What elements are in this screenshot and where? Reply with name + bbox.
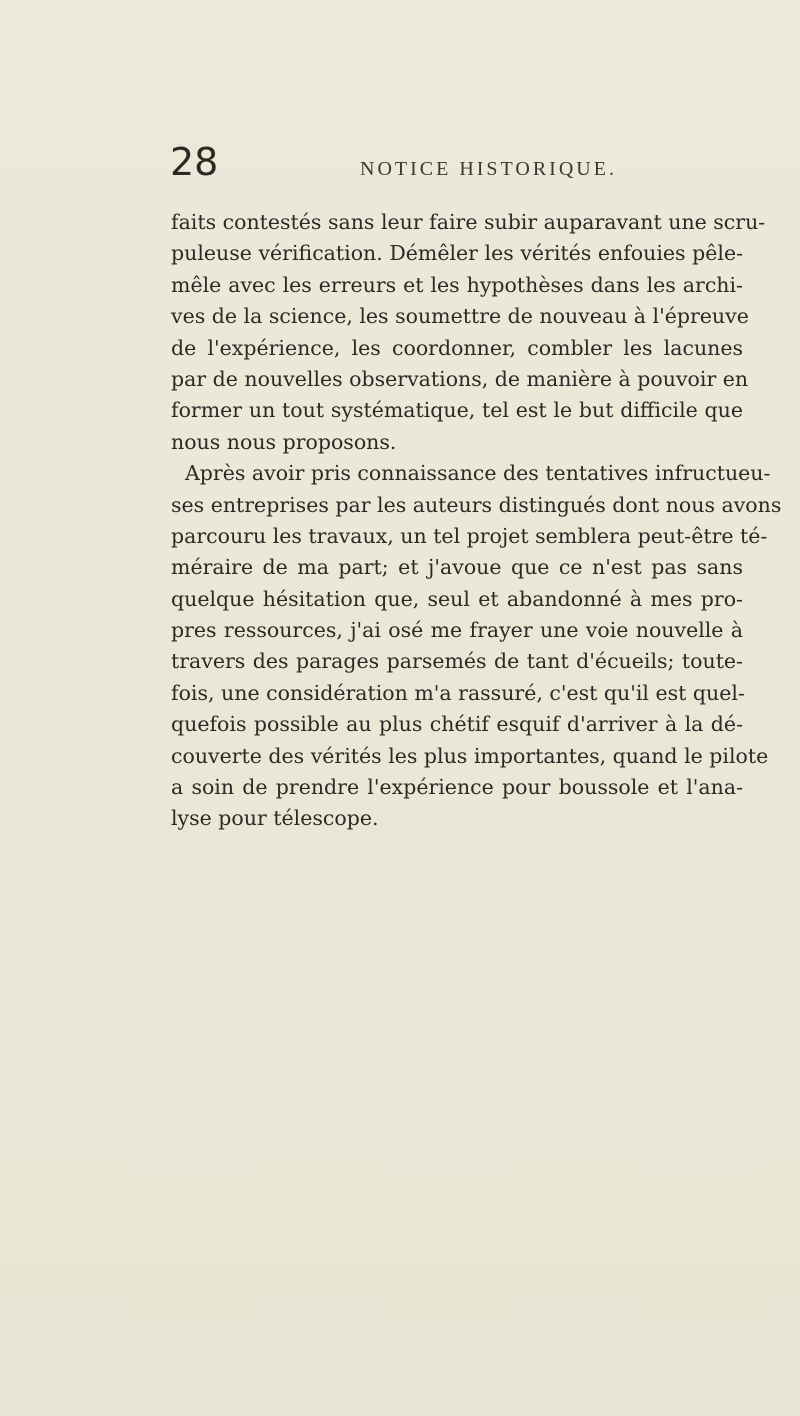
text-line: a soin de prendre l'expérience pour boussole et l'ana- — [171, 775, 743, 800]
text-line: nous nous proposons. — [171, 429, 397, 454]
text-line: fois, une considération m'a rassuré, c'est qu'il est quel- — [171, 680, 745, 705]
text-line: lyse pour télescope. — [171, 806, 379, 831]
text-line: Après avoir pris connaissance des tentatives infructueu- — [185, 461, 771, 486]
running-head: NOTICE HISTORIQUE. — [360, 158, 617, 180]
text-line: de l'expérience, les coordonner, combler les lacunes — [171, 335, 743, 360]
text-line: ves de la science, les soumettre de nouveau à l'épreuve — [171, 304, 749, 329]
text-line: former un tout systématique, tel est le but difficile que — [171, 398, 743, 423]
text-line: quefois possible au plus chétif esquif d'arriver à la dé- — [171, 712, 743, 737]
text-line: travers des parages parsemés de tant d'écueils; toute- — [171, 649, 743, 674]
text-line: par de nouvelles observations, de manière à pouvoir en — [171, 366, 749, 391]
text-line: ses entreprises par les auteurs distingués dont nous avons — [171, 492, 782, 517]
text-line: quelque hésitation que, seul et abandonné à mes pro- — [171, 586, 743, 611]
page-number: 28 — [170, 140, 219, 184]
text-line: faits contestés sans leur faire subir auparavant une scru- — [171, 210, 766, 234]
text-line: pres ressources, j'ai osé me frayer une voie nouvelle à — [171, 618, 743, 643]
page-header — [170, 142, 730, 186]
text-line: puleuse vérification. Démêler les vérités enfouies pêle- — [171, 241, 743, 266]
text-line: parcouru les travaux, un tel projet semblera peut-être té- — [171, 523, 768, 548]
text-line: couverte des vérités les plus importantes, quand le pilote — [171, 743, 769, 768]
text-line: méraire de ma part; et j'avoue que ce n'est pas sans — [171, 555, 743, 580]
body-text — [171, 207, 782, 835]
text-line: mêle avec les erreurs et les hypothèses dans les archi- — [171, 272, 743, 297]
